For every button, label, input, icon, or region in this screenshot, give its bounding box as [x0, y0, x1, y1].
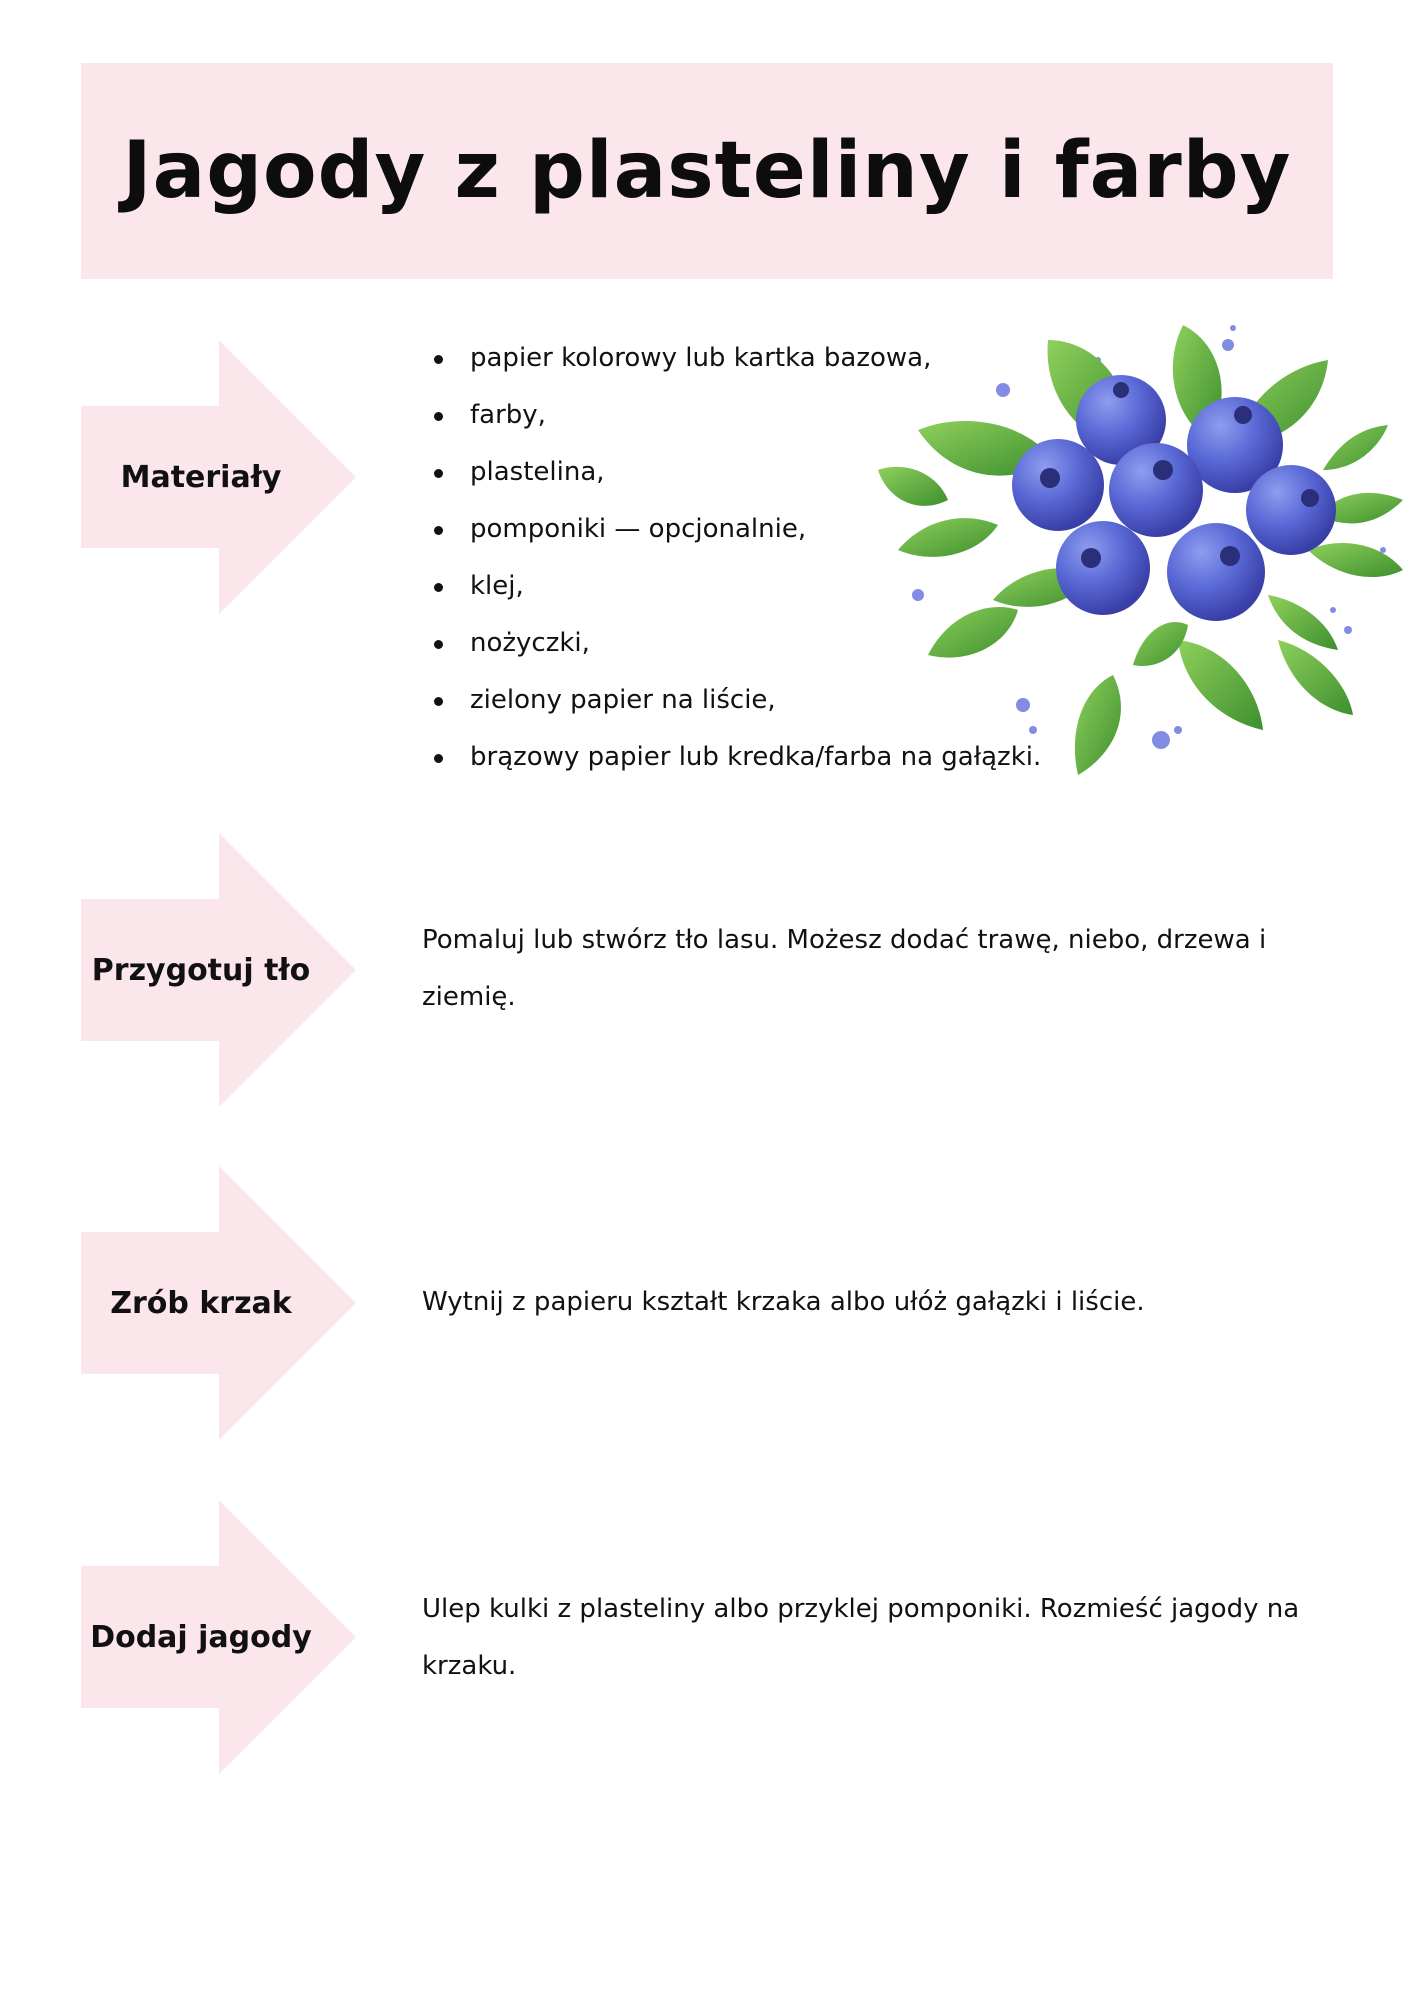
- section-label-zrob-krzak: Zrób krzak: [110, 1285, 292, 1321]
- section-label-przygotuj-tlo: Przygotuj tło: [91, 952, 311, 988]
- list-item: zielony papier na liście,: [422, 672, 1041, 729]
- title-banner: [81, 63, 1333, 279]
- step-text-dodaj-jagody: Ulep kulki z plasteliny albo przyklej pomponiki. Rozmieść jagody na krzaku.: [422, 1594, 1300, 1681]
- list-item: farby,: [422, 387, 1041, 444]
- arrow-zrob-krzak: [81, 1166, 356, 1440]
- step-text-przygotuj-tlo: Pomaluj lub stwórz tło lasu. Możesz dodać trawę, niebo, drzewa i ziemię.: [422, 925, 1267, 1012]
- section-label-materialy: Materiały: [120, 459, 282, 495]
- list-item: papier kolorowy lub kartka bazowa,: [422, 330, 1041, 387]
- step-text-zrob-krzak: Wytnij z papieru kształt krzaka albo ułóż gałązki i liście.: [422, 1287, 1145, 1317]
- blueberry-cluster-illustration: [878, 310, 1408, 790]
- arrow-materialy: [81, 340, 356, 614]
- list-item: nożyczki,: [422, 615, 1041, 672]
- section-label-dodaj-jagody: Dodaj jagody: [90, 1619, 312, 1655]
- list-item: plastelina,: [422, 444, 1041, 501]
- list-item: brązowy papier lub kredka/farba na gałązki.: [422, 729, 1041, 786]
- list-item: klej,: [422, 558, 1041, 615]
- arrow-przygotuj-tlo: [81, 833, 356, 1107]
- arrow-dodaj-jagody: [81, 1500, 356, 1774]
- list-item: pomponiki — opcjonalnie,: [422, 501, 1041, 558]
- page-title: Jagody z plasteliny i farby: [122, 126, 1292, 216]
